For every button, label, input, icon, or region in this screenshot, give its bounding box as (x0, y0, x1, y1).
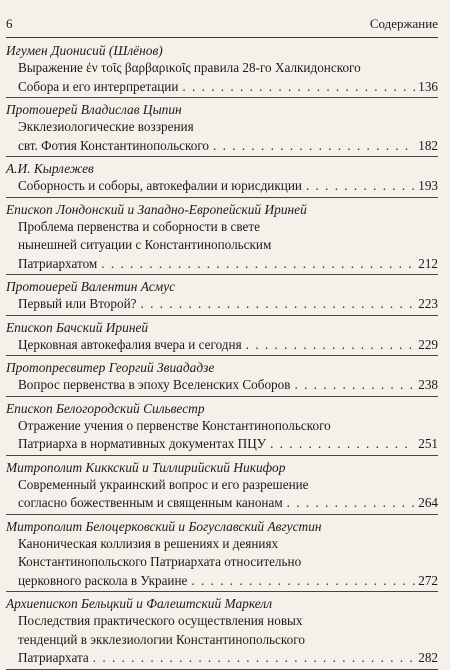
page-number: 6 (6, 16, 13, 31)
dot-leader (140, 295, 415, 314)
entry-page-number: 282 (418, 650, 438, 665)
entry-title-line: Современный украинский вопрос и его разрешение (18, 476, 309, 492)
entry-page-number: 223 (418, 296, 438, 311)
dot-leader (306, 177, 415, 196)
entry-title-text: Вопрос первенства в эпоху Вселенских Соборов (18, 377, 291, 392)
section-title: Содержание (369, 16, 438, 31)
entry-title-line: Выражение ἐν τοῖς βαρβαρικοῖς правила 28-го Халкидонского (18, 60, 361, 75)
dot-leader (101, 255, 415, 274)
header-rule (6, 37, 438, 38)
entry-title-line: нынешней ситуации с Константинопольским (18, 237, 272, 252)
toc-entry (6, 515, 438, 593)
dot-leader (182, 78, 415, 97)
toc-entry (6, 316, 438, 357)
dot-leader (287, 494, 416, 513)
table-of-contents (6, 39, 438, 670)
toc-entry (6, 456, 438, 515)
entry-author: Епископ Белогородский Сильвестр (6, 400, 205, 416)
entry-page-number: 182 (418, 137, 438, 153)
entry-title-text: Собора и его интерпретации (18, 78, 179, 94)
entry-page-number: 212 (418, 255, 438, 271)
entry-author: Митрополит Белоцерковский и Богуславский Августин (6, 518, 322, 534)
entry-page-number: 272 (418, 572, 438, 588)
entry-title-text: Соборность и соборы, автокефалии и юрисдикции (18, 178, 302, 193)
toc-entry (6, 157, 438, 198)
entry-title-text: Патриархатом (18, 255, 98, 271)
toc-entry (6, 356, 438, 397)
entry-title-line: Экклезиологические воззрения (18, 119, 194, 134)
entry-title-text: Церковная автокефалия вчера и сегодня (18, 336, 242, 352)
entry-title-line (18, 336, 438, 355)
toc-entry (6, 198, 438, 276)
entry-author: А.И. Кырлежев (6, 161, 94, 176)
entry-title-line: тенденций в экклезиологии Константинопольского (18, 631, 305, 647)
entry-title-line (18, 376, 438, 395)
entry-title-text: церковного раскола в Украине (18, 572, 188, 588)
entry-author: Архиепископ Бельцкий и Фалештский Маркелл (6, 596, 273, 611)
entry-page-number: 251 (418, 436, 438, 451)
entry-author: Митрополит Киккский и Тиллирийский Никифор (6, 459, 286, 475)
entry-author: Епископ Лондонский и Западно-Европейский Ириней (6, 201, 307, 217)
entry-title-line (18, 255, 438, 274)
dot-leader (246, 336, 416, 355)
entry-page-number: 264 (418, 495, 438, 510)
entry-page-number: 238 (418, 377, 438, 392)
entry-author: Протоиерей Валентин Асмус (6, 279, 176, 294)
entry-author: Епископ Бачский Ириней (6, 319, 149, 335)
dot-leader (191, 572, 415, 591)
entry-title-line (18, 572, 438, 591)
toc-entry (6, 98, 438, 157)
entry-title-line (18, 78, 438, 97)
entry-page-number: 229 (418, 336, 438, 352)
entry-title-line (18, 137, 438, 156)
entry-title-text: согласно божественным и священным канонам (18, 495, 283, 510)
entry-title-text: Патриарха в нормативных документах ПЦУ (18, 436, 267, 451)
entry-title-text: свт. Фотия Константинопольского (18, 137, 210, 153)
entry-title-text: Патриархата (18, 650, 89, 665)
entry-page-number: 193 (418, 178, 438, 193)
entry-title-line (18, 435, 438, 454)
toc-entry (6, 592, 438, 670)
entry-author: Протоиерей Владислав Цыпин (6, 102, 182, 117)
entry-title-line: Последствия практического осуществления новых (18, 613, 303, 628)
toc-entry (6, 39, 438, 98)
running-header (6, 16, 438, 34)
dot-leader (213, 137, 415, 156)
dot-leader (270, 435, 415, 454)
dot-leader (294, 376, 415, 395)
entry-title-line: Константинопольского Патриархата относительно (18, 554, 302, 569)
entry-title-line (18, 177, 438, 196)
entry-title-line: Каноническая коллизия в решениях и деяниях (18, 535, 279, 551)
entry-title-line (18, 494, 438, 513)
entry-page-number: 136 (418, 78, 438, 94)
toc-entry (6, 397, 438, 456)
entry-author: Протопресвитер Георгий Звиададзе (6, 360, 215, 375)
entry-title-line: Проблема первенства и соборности в свете (18, 218, 260, 234)
entry-author: Игумен Дионисий (Шлёнов) (6, 43, 163, 58)
entry-title-line: Отражение учения о первенстве Константинопольского (18, 417, 331, 433)
entry-title-line (18, 295, 438, 314)
entry-title-text: Первый или Второй? (18, 296, 137, 311)
toc-entry (6, 275, 438, 316)
